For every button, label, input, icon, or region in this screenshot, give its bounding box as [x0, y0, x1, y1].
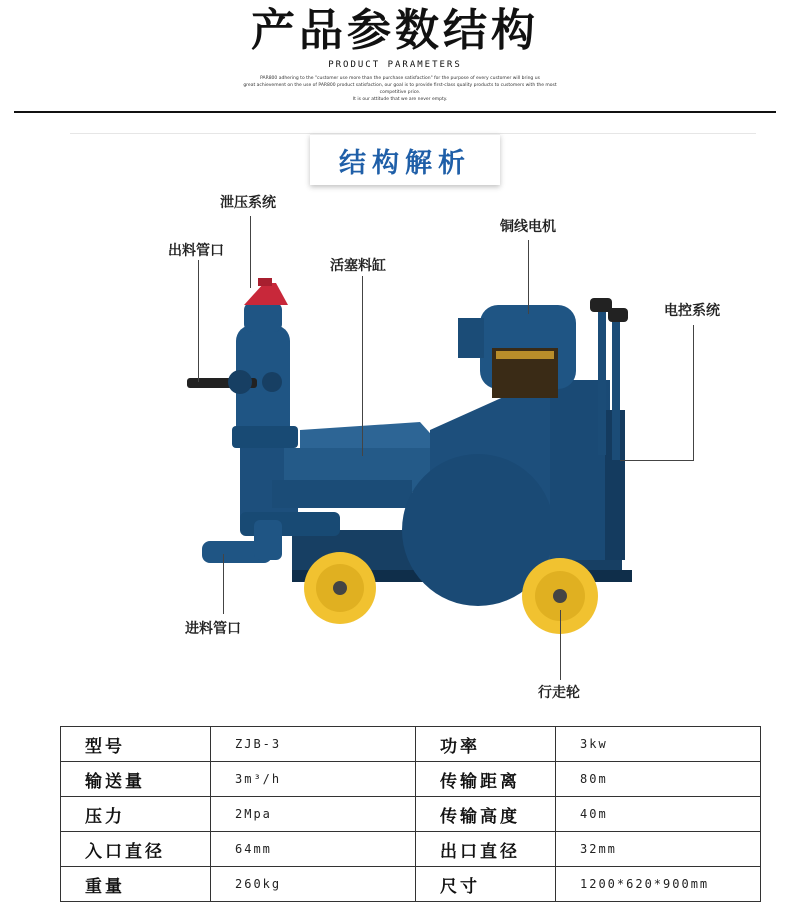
table-row	[61, 762, 761, 797]
leader-line	[693, 325, 694, 460]
leader-line	[250, 216, 251, 288]
spec-key: 输送量	[61, 762, 211, 797]
wheel-left	[304, 552, 376, 624]
table-row	[61, 727, 761, 762]
spec-value: 40m	[556, 797, 761, 832]
label-electric-control: 电控系统	[664, 303, 720, 319]
label-piston-cylinder: 活塞料缸	[330, 258, 386, 274]
fine-print-line: great achievement on the use of PAR800 product satisfaction, our goal is to provide first-class quality products to customers with the most competitive price.	[243, 83, 557, 95]
fine-print-line: PAR800 adhering to the "customer use more than the purchase satisfaction" for the purpose of every customer will bring us	[260, 76, 540, 81]
table-row	[61, 797, 761, 832]
spec-key: 入口直径	[61, 832, 211, 867]
pump-illustration	[60, 130, 760, 705]
spec-key: 传输高度	[416, 797, 556, 832]
spec-key: 重量	[61, 867, 211, 902]
label-pressure-relief: 泄压系统	[220, 195, 276, 211]
label-inlet: 进料管口	[185, 621, 241, 637]
spec-value: 3m³/h	[211, 762, 416, 797]
label-copper-motor: 铜线电机	[500, 219, 556, 235]
spec-value: 1200*620*900mm	[556, 867, 761, 902]
spec-value: 64mm	[211, 832, 416, 867]
label-outlet: 出料管口	[168, 243, 224, 259]
spec-table	[60, 726, 761, 902]
fine-print-line: It is our attitude that we are never empty.	[352, 97, 448, 102]
structure-diagram	[60, 130, 760, 705]
leader-line	[560, 610, 561, 680]
leader-line	[620, 460, 694, 461]
header-divider	[14, 111, 776, 113]
label-wheels: 行走轮	[538, 685, 580, 701]
spec-key: 传输距离	[416, 762, 556, 797]
spec-value: 32mm	[556, 832, 761, 867]
spec-value: 80m	[556, 762, 761, 797]
page-title: 产品参数结构	[251, 5, 539, 56]
page-subtitle: PRODUCT PARAMETERS	[328, 60, 462, 70]
spec-key: 压力	[61, 797, 211, 832]
leader-line	[223, 554, 224, 614]
spec-key: 功率	[416, 727, 556, 762]
spec-value: 260kg	[211, 867, 416, 902]
leader-line	[198, 260, 199, 382]
control-levers	[598, 305, 606, 455]
table-row	[61, 832, 761, 867]
spec-key: 出口直径	[416, 832, 556, 867]
spec-value: ZJB-3	[211, 727, 416, 762]
table-row	[61, 867, 761, 902]
leader-line	[528, 240, 529, 314]
spec-key: 型号	[61, 727, 211, 762]
spec-value: 3kw	[556, 727, 761, 762]
diagram-heading: 结构解析	[339, 147, 471, 179]
fine-print	[230, 75, 570, 103]
spec-key: 尺寸	[416, 867, 556, 902]
leader-line	[362, 276, 363, 456]
spec-value: 2Mpa	[211, 797, 416, 832]
